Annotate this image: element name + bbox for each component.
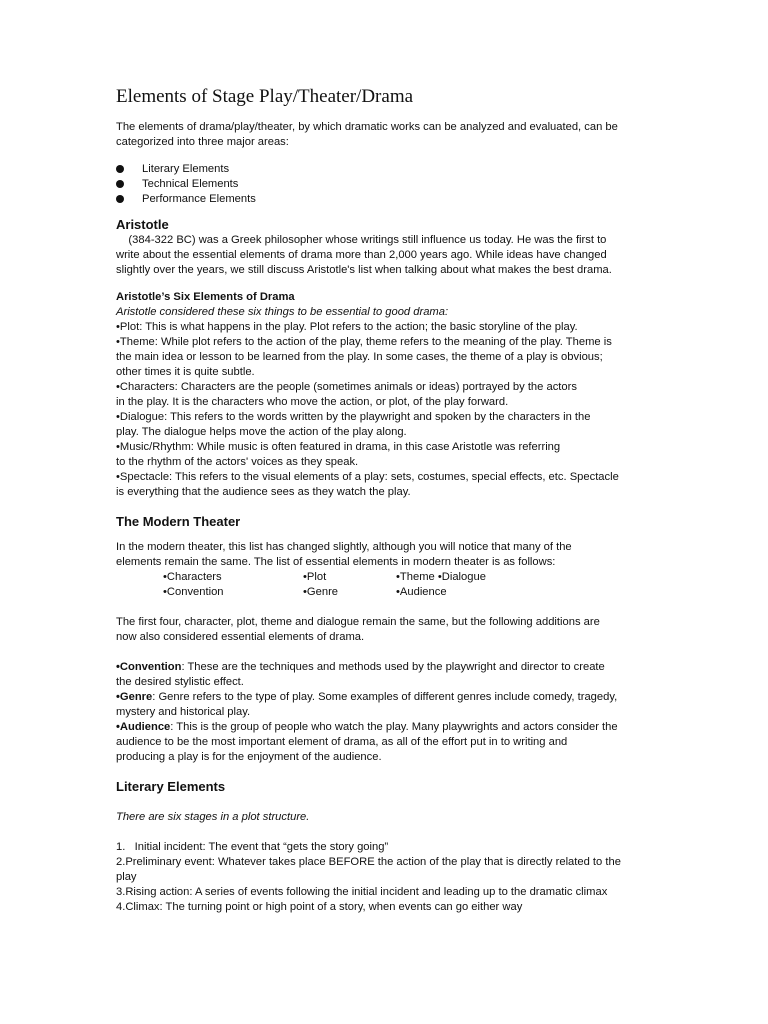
six-elements-paragraph — [116, 305, 656, 500]
list-item: •Genre — [303, 586, 339, 598]
list-item: 4.Climax: The turning point or high point of a story, when events can go either way — [116, 901, 523, 913]
spacer — [116, 825, 656, 840]
aristotle-line: (384-322 BC) was a Greek philosopher whose writings still influence us today. He was the first to — [116, 234, 607, 246]
six-elements-line: •Music/Rhythm: While music is often featured in drama, in this case Aristotle was referring — [116, 441, 561, 453]
six-elements-line: to the rhythm of the actors' voices as they speak. — [116, 456, 359, 468]
audience-continuation: producing a play is for the enjoyment of the audience. — [116, 751, 382, 763]
six-elements-line: the main idea or lesson to be learned from the play. In some cases, the theme of a play is obvious; — [116, 351, 603, 363]
six-elements-heading: Aristotle’s Six Elements of Drama — [116, 291, 295, 303]
bullet-icon — [116, 165, 124, 173]
modern-definitions — [116, 660, 656, 765]
genre-continuation: mystery and historical play. — [116, 706, 251, 718]
bullet-icon — [116, 180, 124, 188]
six-elements-line: play. The dialogue helps move the action of the play along. — [116, 426, 407, 438]
modern-additions-paragraph — [116, 615, 656, 645]
list-item: •Theme •Dialogue — [396, 571, 486, 583]
list-item: •Convention — [163, 586, 224, 598]
aristotle-line: slightly over the years, we still discuss Aristotle's list when talking about what makes the best drama. — [116, 264, 612, 276]
areas-list — [116, 162, 656, 207]
literary-elements-heading: Literary Elements — [116, 779, 226, 794]
six-elements-line: is everything that the audience sees as they watch the play. — [116, 486, 411, 498]
list-item: Performance Elements — [116, 192, 656, 207]
literary-subtitle: There are six stages in a plot structure. — [116, 811, 310, 823]
spacer — [116, 600, 656, 615]
six-elements-line: •Spectacle: This refers to the visual elements of a play: sets, costumes, special effects, etc. Spectacle — [116, 471, 619, 483]
modern-additions-line: now also considered essential elements of drama. — [116, 631, 365, 643]
document-title: Elements of Stage Play/Theater/Drama — [116, 86, 414, 107]
audience-continuation: audience to be the most important element of drama, as all of the effort put in to writing and — [116, 736, 568, 748]
list-item: 1. Initial incident: The event that “gets the story going” — [116, 841, 389, 853]
modern-intro-line: elements remain the same. The list of essential elements in modern theater is as follows: — [116, 556, 556, 568]
convention-term: •Convention — [116, 661, 182, 673]
modern-intro-line: In the modern theater, this list has changed slightly, although you will notice that many of the — [116, 541, 572, 553]
list-item: 3.Rising action: A series of events following the initial incident and leading up to the dramatic climax — [116, 886, 608, 898]
document-body — [116, 120, 656, 915]
convention-continuation: the desired stylistic effect. — [116, 676, 244, 688]
plot-stages-list — [116, 840, 656, 915]
six-elements-line: •Theme: While plot refers to the action of the play, theme refers to the meaning of the play. Theme is — [116, 336, 612, 348]
list-item: play — [116, 871, 137, 883]
spacer — [116, 645, 656, 660]
intro-paragraph — [116, 120, 656, 150]
six-elements-line: •Plot: This is what happens in the play. Plot refers to the action; the basic storyline of the play. — [116, 321, 578, 333]
six-elements-line: other times it is quite subtle. — [116, 366, 255, 378]
genre-definition: •Genre: Genre refers to the type of play. Some examples of different genres include comedy, tragedy, — [116, 691, 618, 703]
genre-term: •Genre — [116, 691, 153, 703]
modern-elements-grid — [163, 570, 656, 600]
six-elements-line: •Characters: Characters are the people (sometimes animals or ideas) portrayed by the actors — [116, 381, 577, 393]
modern-intro-paragraph — [116, 540, 656, 570]
intro-line: categorized into three major areas: — [116, 136, 289, 148]
aristotle-heading: Aristotle — [116, 217, 169, 232]
list-item: Literary Elements — [116, 162, 656, 177]
convention-definition: •Convention: These are the techniques and methods used by the playwright and director to create — [116, 661, 605, 673]
six-elements-line: •Dialogue: This refers to the words written by the playwright and spoken by the characters in the — [116, 411, 591, 423]
aristotle-line: write about the essential elements of drama more than 2,000 years ago. While ideas have changed — [116, 249, 607, 261]
list-item: •Characters — [163, 571, 222, 583]
intro-line: The elements of drama/play/theater, by which dramatic works can be analyzed and evaluated, can be — [116, 121, 618, 133]
modern-additions-line: The first four, character, plot, theme and dialogue remain the same, but the following additions are — [116, 616, 600, 628]
aristotle-paragraph — [116, 233, 656, 278]
six-elements-subtitle: Aristotle considered these six things to be essential to good drama: — [116, 306, 449, 318]
list-item: 2.Preliminary event: Whatever takes place BEFORE the action of the play that is directly related to the — [116, 856, 621, 868]
list-item: •Audience — [396, 586, 447, 598]
list-item: Technical Elements — [116, 177, 656, 192]
bullet-icon — [116, 195, 124, 203]
modern-theater-heading: The Modern Theater — [116, 514, 241, 529]
list-item: •Plot — [303, 571, 327, 583]
audience-term: •Audience — [116, 721, 171, 733]
six-elements-line: in the play. It is the characters who move the action, or plot, of the play forward. — [116, 396, 509, 408]
audience-definition: •Audience: This is the group of people who watch the play. Many playwrights and actors consider the — [116, 721, 618, 733]
